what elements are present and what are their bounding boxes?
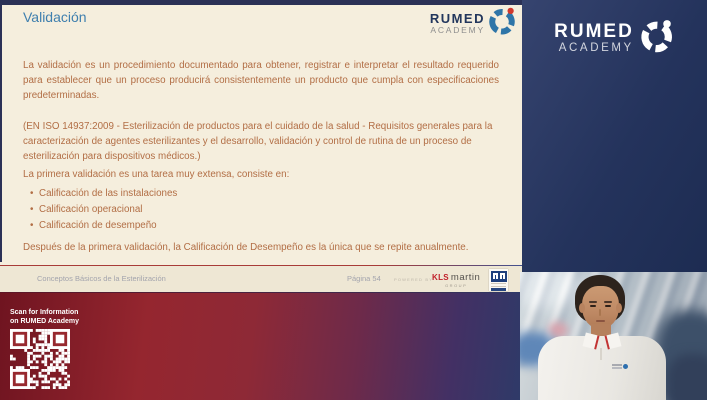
list-item xyxy=(23,218,499,233)
bullet-text: Calificación de desempeño xyxy=(39,220,157,231)
qr-label-line1: Scan for Information xyxy=(10,309,79,316)
kls-martin-logo xyxy=(432,273,480,288)
right-brand-panel xyxy=(522,0,707,272)
presenter-polo-shirt xyxy=(538,336,666,400)
rumed-logo-sub: ACADEMY xyxy=(558,42,634,55)
mm-badge-icon xyxy=(489,269,508,291)
paragraph-iso-reference: (EN ISO 14937:2009 - Esterilización de productos para el cuidado de la salud - Requisitos generales para la caracterización de agentes esterilizantes y el desarrollo, validación y control de rutina de un proceso de esterilización para dispositivos médicos.) xyxy=(23,121,493,162)
bullet-list xyxy=(23,186,499,233)
rumed-academy-logo-white xyxy=(554,18,675,59)
footer-powered-by: POWERED BY xyxy=(394,277,434,282)
qr-label-line2: on RUMED Academy xyxy=(10,317,79,325)
qr-label xyxy=(10,309,79,326)
kls-logo-red: KLS xyxy=(432,273,449,282)
list-item xyxy=(23,202,499,217)
rumed-circle-icon xyxy=(639,18,675,59)
rumed-academy-logo xyxy=(430,6,517,41)
paragraph-closing: Después de la primera validación, la Calificación de Desempeño es la única que se repite anualmente. xyxy=(23,242,469,253)
list-item xyxy=(23,186,499,201)
bottom-gradient-band xyxy=(0,293,522,400)
polo-chest-logo xyxy=(623,364,628,369)
presenter-face xyxy=(582,286,619,329)
footer-separator-line xyxy=(0,265,522,266)
slide-footer xyxy=(0,266,522,293)
qr-code xyxy=(10,329,70,389)
kls-logo-martin: martin xyxy=(450,272,481,283)
footer-course-title: Conceptos Básicos de la Esterilización xyxy=(37,274,166,283)
bullet-marker: • xyxy=(30,204,34,215)
rumed-logo-sub: ACADEMY xyxy=(430,25,485,36)
paragraph-definition: La validación es un procedimiento documentado para obtener, registrar e interpretar el resultado requerido para establecer que un proceso producirá consistentemente un producto que cumpla con especificaciones predeterminadas. xyxy=(23,60,499,101)
slide-title: Validación xyxy=(23,9,87,25)
slide-left-border xyxy=(0,5,2,262)
slide-body xyxy=(23,58,499,255)
bullet-marker: • xyxy=(30,220,34,231)
rumed-logo-wordmark: RUMED xyxy=(429,11,485,27)
bullet-text: Calificación operacional xyxy=(39,204,143,215)
kls-logo-group: GROUP xyxy=(445,282,468,288)
video-bg-person xyxy=(667,354,707,400)
bullet-marker: • xyxy=(30,188,34,199)
paragraph-intro: La primera validación es una tarea muy extensa, consiste en: xyxy=(23,169,290,180)
bullet-text: Calificación de las instalaciones xyxy=(39,188,178,199)
rumed-logo-wordmark: RUMED xyxy=(554,21,634,43)
slide-top-border xyxy=(0,0,522,5)
rumed-circle-icon xyxy=(487,6,517,41)
footer-page-number: Página 54 xyxy=(347,274,381,283)
presenter-video-feed[interactable] xyxy=(520,272,707,400)
